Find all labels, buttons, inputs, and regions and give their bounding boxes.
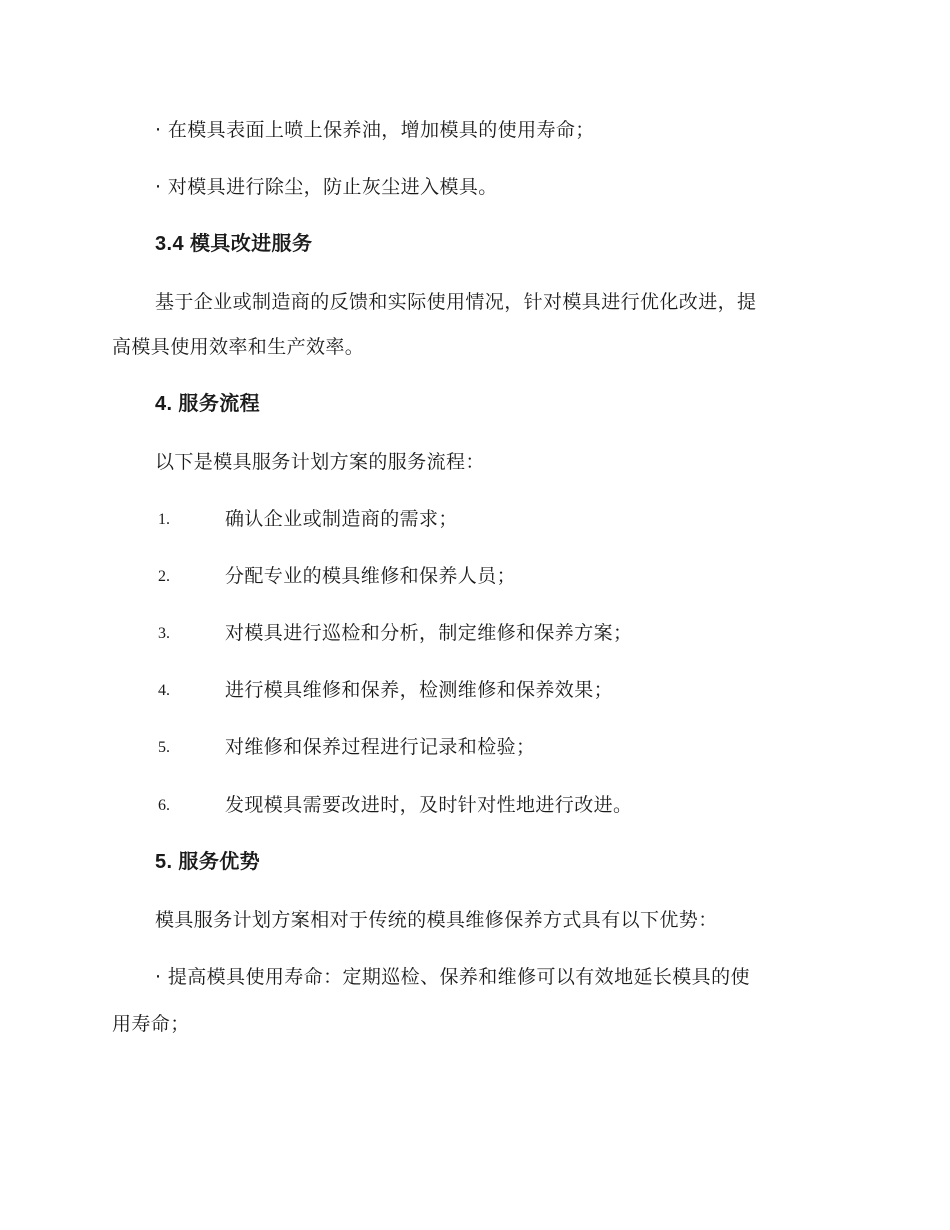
list-item: 对模具进行巡检和分析，制定维修和保养方案； [225,622,633,644]
list-number: 3. [158,625,170,642]
list-number: 4. [158,682,170,699]
section-heading: 3.4 模具改进服务 [155,233,313,255]
section-heading: 5. 服务优势 [155,851,261,873]
list-item: 分配专业的模具维修和保养人员； [225,565,517,587]
list-item: 确认企业或制造商的需求； [225,508,458,530]
paragraph-line: 以下是模具服务计划方案的服务流程： [155,451,485,473]
list-number: 5. [158,739,170,756]
paragraph-line: 模具服务计划方案相对于传统的模具维修保养方式具有以下优势： [155,909,718,931]
list-number: 2. [158,568,170,585]
paragraph-line: 用寿命； [112,1013,190,1035]
bullet-item: · 对模具进行除尘，防止灰尘进入模具。 [155,176,498,198]
list-item: 对维修和保养过程进行记录和检验； [225,736,536,758]
paragraph-line: 基于企业或制造商的反馈和实际使用情况，针对模具进行优化改进，提 [155,291,757,313]
section-heading: 4. 服务流程 [155,393,261,415]
list-item: 发现模具需要改进时，及时针对性地进行改进。 [225,794,633,816]
paragraph-line: 高模具使用效率和生产效率。 [112,336,365,358]
list-number: 1. [158,511,170,528]
bullet-item: · 在模具表面上喷上保养油，增加模具的使用寿命； [155,119,595,141]
list-item: 进行模具维修和保养，检测维修和保养效果； [225,679,614,701]
list-number: 6. [158,797,170,814]
bullet-item: · 提高模具使用寿命：定期巡检、保养和维修可以有效地延长模具的使 [155,966,750,988]
